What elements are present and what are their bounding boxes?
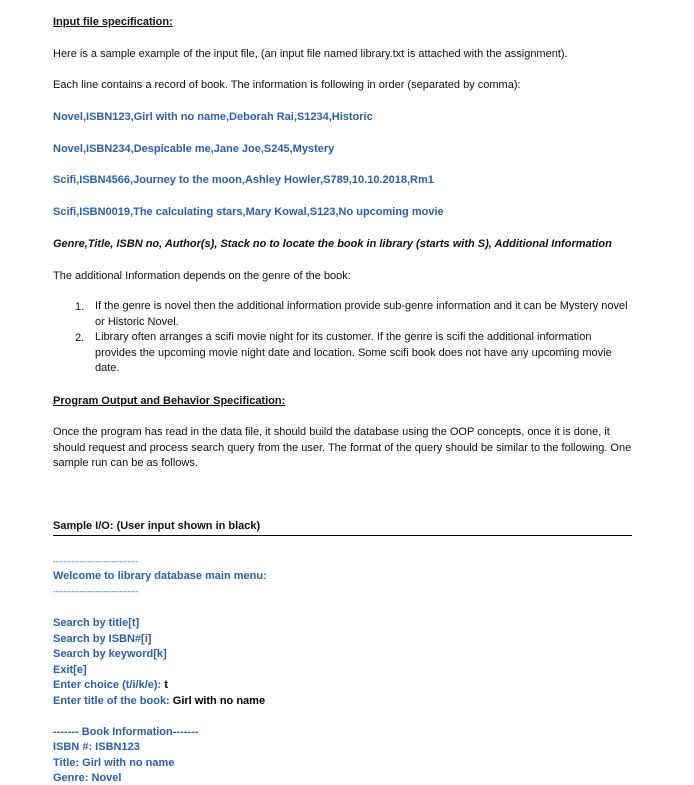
welcome-message: Welcome to library database main menu:	[53, 570, 267, 582]
output-spec-paragraph: Once the program has read in the data file, it should build the database using the OOP concepts, once it is done, it should request and process search query from the user. The format of the query should be similar to the following. One sample run can be as follows.	[53, 426, 632, 469]
divider	[53, 535, 632, 536]
line-description: Each line contains a record of book. The information is following in order (separated by comma):	[53, 79, 521, 91]
input-spec-heading: Input file specification:	[53, 16, 173, 28]
list-item-text: If the genre is novel then the additional information provide sub-genre information and it can be Mystery novel or Historic Novel.	[95, 300, 628, 328]
choice-line	[53, 678, 168, 692]
book-info-header: ------- Book Information-------	[53, 726, 199, 738]
title-input: Girl with no name	[172, 695, 266, 707]
title-prompt: Enter title of the book:	[53, 695, 173, 707]
sample-record-4: Scifi,ISBN0019,The calculating stars,Mary Kowal,S123,No upcoming movie	[53, 206, 444, 218]
dash-separator: --------------------------------	[53, 587, 139, 596]
dash-separator: --------------------------------	[53, 557, 139, 566]
book-genre: Genre: Novel	[53, 772, 122, 784]
choice-prompt: Enter choice (t/i/k/e):	[53, 679, 165, 691]
menu-item-title: Search by title[t]	[53, 617, 140, 629]
sample-record-2: Novel,ISBN234,Despicable me,Jane Joe,S245,Mystery	[53, 143, 335, 155]
additional-info-intro: The additional Information depends on the genre of the book:	[53, 270, 351, 282]
menu-item-isbn: Search by ISBN#[i]	[53, 633, 152, 645]
sample-record-1: Novel,ISBN123,Girl with no name,Deborah Rai,S1234,Historic	[53, 111, 373, 123]
book-title: Title: Girl with no name	[53, 757, 175, 769]
record-format: Genre,Title, ISBN no, Author(s), Stack no to locate the book in library (starts with S), Additional Information	[53, 238, 612, 250]
input-spec-intro: Here is a sample example of the input file, (an input file named library.txt is attached with the assignment).	[53, 48, 568, 60]
sample-io-heading: Sample I/O: (User input shown in black)	[53, 520, 261, 532]
book-isbn: ISBN #: ISBN123	[53, 741, 140, 753]
list-item-text: Library often arranges a scifi movie night for its customer. If the genre is scifi the additional information provides the upcoming movie night date and location. Some scifi book does not have any upcoming movie date.	[95, 331, 612, 374]
choice-input: t	[164, 679, 168, 691]
list-item-number: 2.	[75, 332, 85, 344]
menu-item-exit: Exit[e]	[53, 664, 87, 676]
title-line	[53, 694, 265, 708]
list-item-number: 1.	[75, 301, 85, 313]
sample-record-3: Scifi,ISBN4566,Journey to the moon,Ashley Howler,S789,10.10.2018,Rm1	[53, 174, 434, 186]
output-spec-heading: Program Output and Behavior Specification:	[53, 395, 286, 407]
menu-item-keyword: Search by keyword[k]	[53, 648, 167, 660]
